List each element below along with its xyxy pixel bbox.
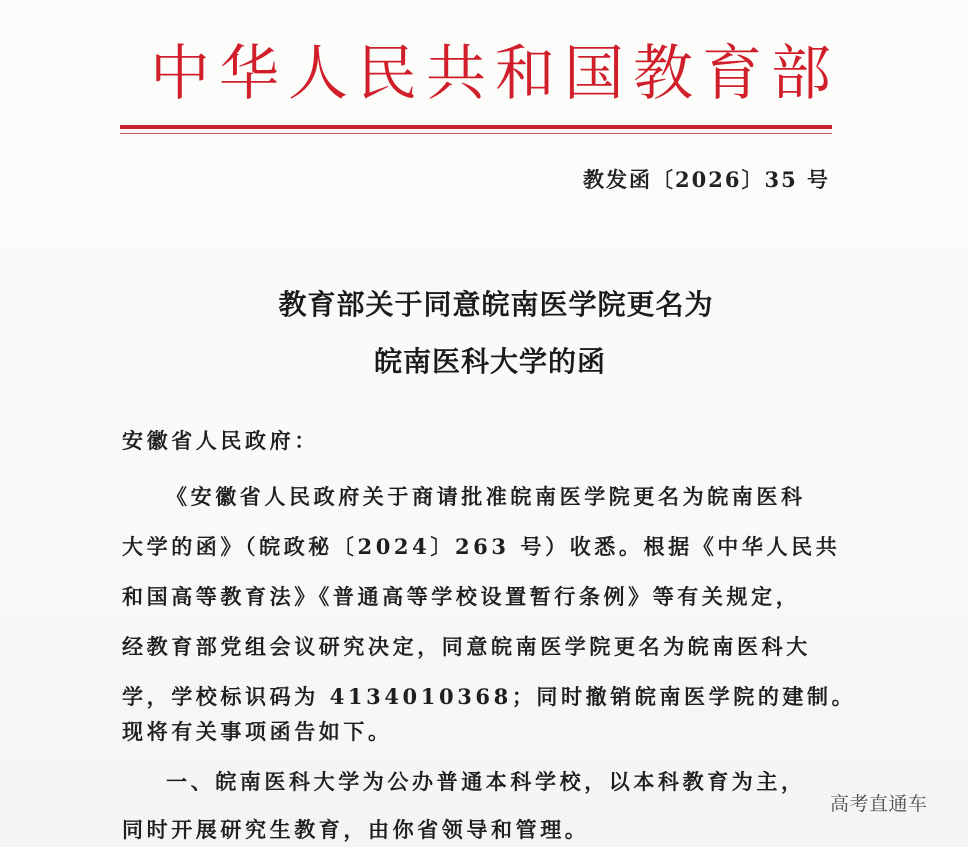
- body-line: 现将有关事项函告如下。: [122, 719, 393, 744]
- red-header-rule-thin: [120, 133, 832, 134]
- watermark: 高考直通车: [830, 793, 928, 815]
- body-line: 《安徽省人民政府关于商请批准皖南医学院更名为皖南医科: [166, 484, 806, 509]
- addressee: 安徽省人民政府：: [122, 428, 319, 453]
- document-number: 教发函〔2026〕35 号: [583, 167, 830, 192]
- body-line: 一、皖南医科大学为公办普通本科学校，以本科教育为主，: [166, 769, 806, 794]
- body-line: 和国高等教育法》《普通高等学校设置暂行条例》等有关规定，: [122, 584, 801, 609]
- document-title-line-2: 皖南医科大学的函: [373, 345, 606, 378]
- document-title-line-1: 教育部关于同意皖南医学院更名为: [278, 288, 714, 321]
- body-line: 经教育部党组会议研究决定，同意皖南医学院更名为皖南医科大: [122, 634, 811, 659]
- body-line: 大学的函》（皖政秘〔2024〕263 号）收悉。根据《中华人民共: [122, 534, 841, 559]
- body-line: 同时开展研究生教育，由你省领导和管理。: [122, 817, 590, 842]
- body-line: 学，学校标识码为 4134010368；同时撤销皖南医学院的建制。: [122, 684, 857, 709]
- masthead-title: 中华人民共和国教育部: [150, 39, 840, 109]
- red-header-rule: [120, 125, 832, 129]
